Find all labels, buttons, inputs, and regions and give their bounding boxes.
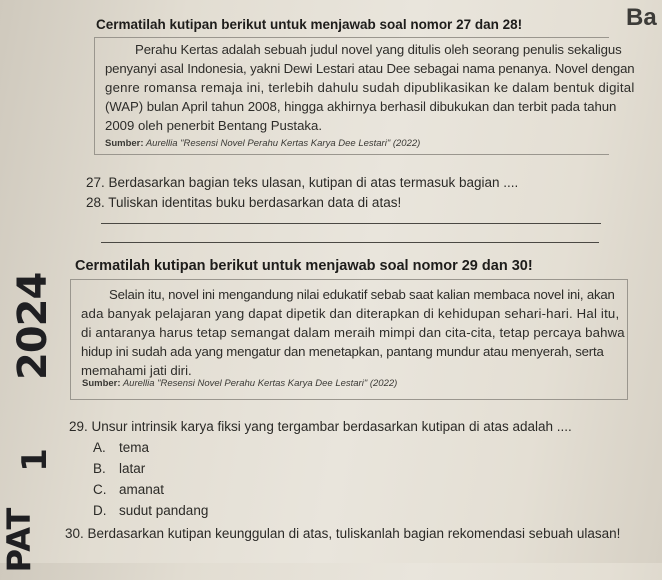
- option-b[interactable]: [93, 461, 208, 482]
- option-text: amanat: [119, 482, 165, 497]
- question-28: 28. Tuliskan identitas buku berdasarkan data di atas!: [86, 195, 402, 210]
- answer-line-2[interactable]: [101, 242, 599, 243]
- option-c[interactable]: [93, 482, 208, 503]
- excerpt-1-line: 2009 oleh penerbit Bentang Pustaka.: [105, 118, 323, 133]
- handwritten-letters: PAT: [0, 507, 38, 573]
- section1-header: Cermatilah kutipan berikut untuk menjawab soal nomor 27 dan 28!: [96, 17, 523, 32]
- excerpt-2-line: memahami jati diri.: [81, 363, 192, 378]
- option-text: sudut pandang: [119, 503, 209, 518]
- option-d[interactable]: [93, 503, 208, 524]
- option-letter: D.: [93, 503, 107, 518]
- excerpt-2-line: di antaranya harus tetap semangat dalam meraih mimpi dan cita-cita, tetap percaya bahwa: [81, 325, 625, 340]
- excerpt-2-line: hidup ini sudah ada yang mengatur dan menetapkan, pantang mundur atau menyerah, serta: [81, 344, 604, 359]
- source-text: Aurellia "Resensi Novel Perahu Kertas Karya Dee Lestari" (2022): [145, 138, 421, 149]
- source-text: Aurellia "Resensi Novel Perahu Kertas Karya Dee Lestari" (2022): [122, 378, 398, 389]
- options-list: [93, 440, 208, 524]
- section2-header: Cermatilah kutipan berikut untuk menjawab soal nomor 29 dan 30!: [75, 258, 533, 274]
- handwritten-mark: 1: [15, 448, 55, 472]
- handwritten-year: 2024: [10, 272, 56, 380]
- excerpt-2-line: Selain itu, novel ini mengandung nilai edukatif sebab saat kalian membaca novel ini, akan: [109, 287, 615, 302]
- question-27: 27. Berdasarkan bagian teks ulasan, kutipan di atas termasuk bagian ....: [86, 175, 519, 190]
- source-label: Sumber:: [82, 378, 121, 389]
- option-letter: C.: [93, 482, 107, 497]
- answer-line-1[interactable]: [101, 223, 601, 224]
- excerpt-1-line: genre romansa remaja ini, terlebih dahulu sudah dipublikasikan ke dalam bentuk digital: [105, 80, 635, 95]
- page-fragment: Ba: [626, 4, 657, 31]
- excerpt-1-line: penyanyi asal Indonesia, yakni Dewi Lestari atau Dee sebagai nama penanya. Novel dengan: [105, 61, 635, 76]
- excerpt-1-line: (WAP) bulan April tahun 2008, hingga akhirnya berhasil dibukukan dan terbit pada tahun: [105, 99, 617, 114]
- option-text: tema: [119, 440, 150, 455]
- question-30: 30. Berdasarkan kutipan keunggulan di atas, tuliskanlah bagian rekomendasi sebuah ulasan!: [65, 526, 621, 541]
- option-letter: B.: [93, 461, 106, 476]
- excerpt-1-source: [105, 138, 420, 149]
- excerpt-1-text: [105, 40, 635, 135]
- option-text: latar: [119, 461, 146, 476]
- excerpt-2-text: [81, 285, 629, 380]
- excerpt-2-line: ada banyak pelajaran yang dapat dipetik dan diterapkan di kehidupan sehari-hari. Hal itu,: [81, 306, 620, 321]
- question-29: 29. Unsur intrinsik karya fiksi yang tergambar berdasarkan kutipan di atas adalah ....: [69, 419, 572, 434]
- option-a[interactable]: [93, 440, 208, 461]
- option-letter: A.: [93, 440, 106, 455]
- excerpt-1-line: Perahu Kertas adalah sebuah judul novel yang ditulis oleh seorang penulis sekaligus: [135, 42, 622, 57]
- excerpt-2-source: [82, 378, 397, 389]
- source-label: Sumber:: [105, 138, 144, 149]
